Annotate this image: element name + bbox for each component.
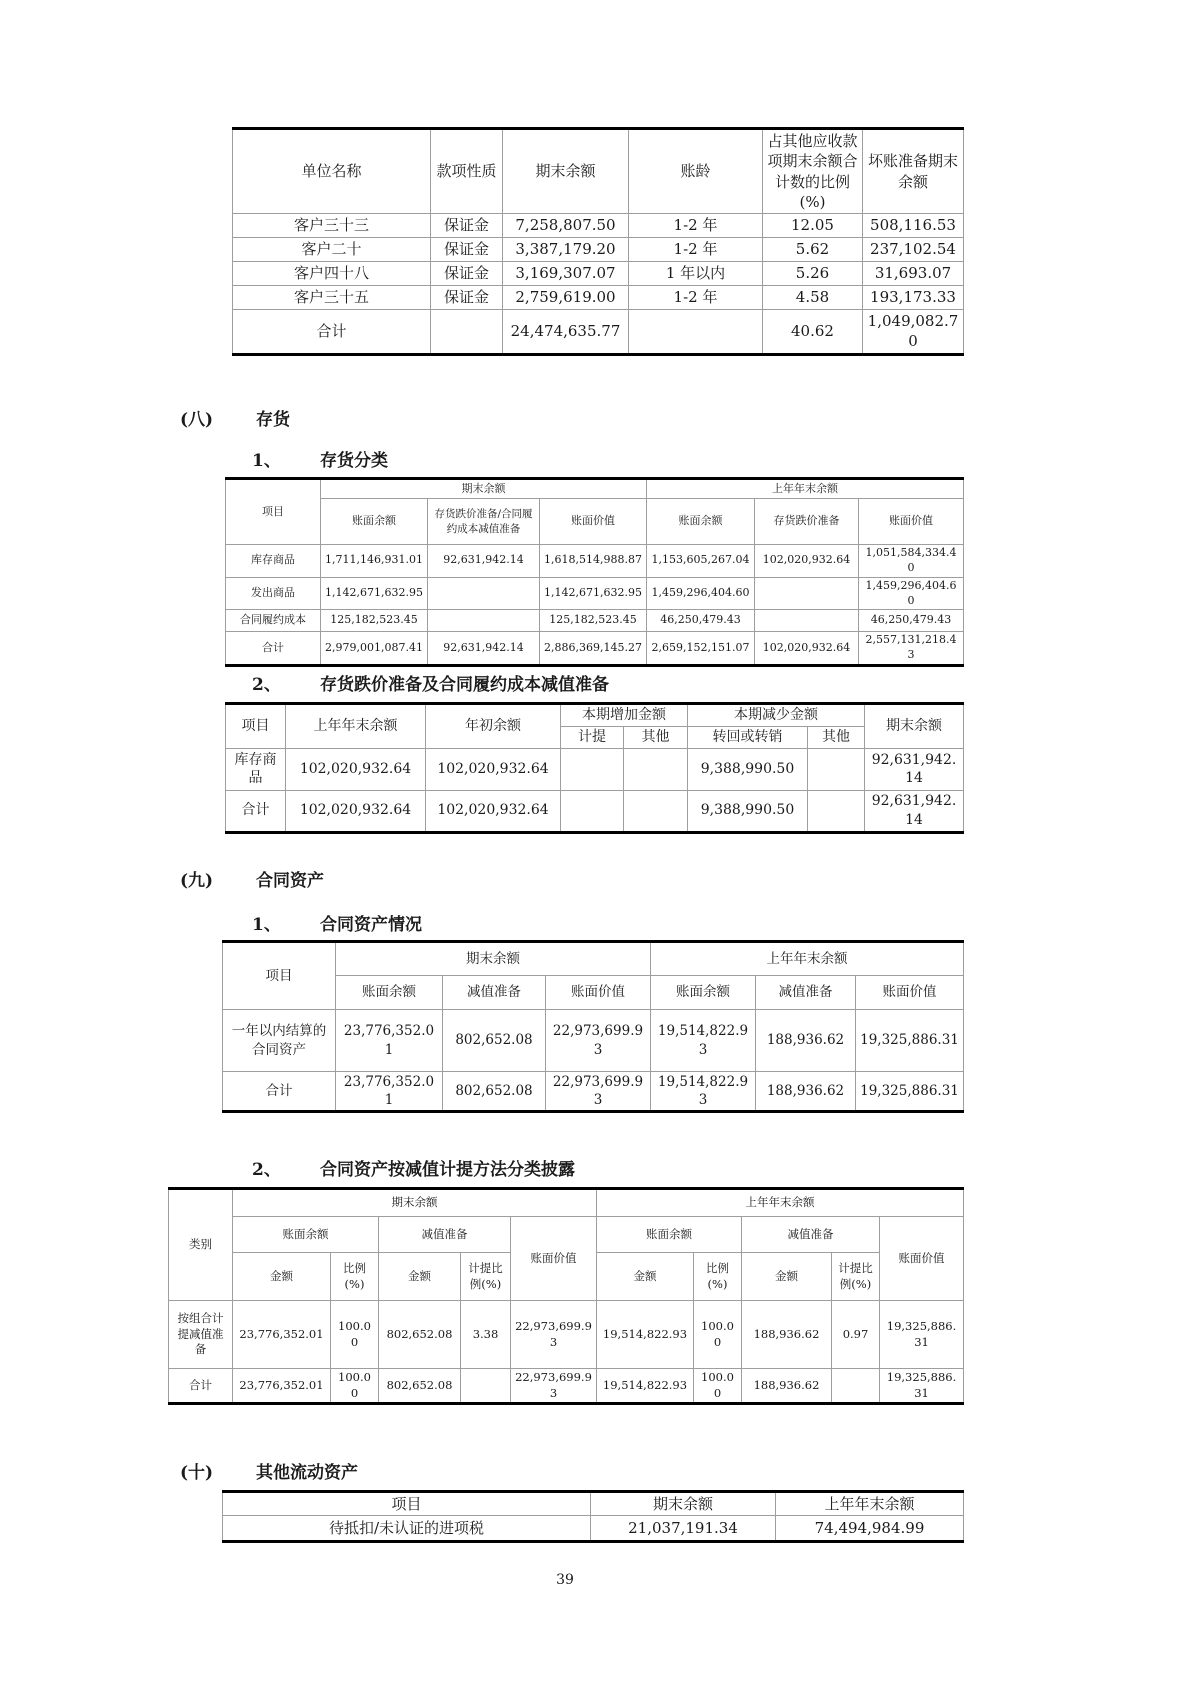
cell: 3,169,307.07 (503, 262, 629, 286)
cell: 802,652.08 (379, 1301, 461, 1369)
cell: 23,776,352.01 (336, 1010, 443, 1072)
cell: 发出商品 (226, 577, 321, 610)
cell: 23,776,352.01 (336, 1072, 443, 1112)
table-row (226, 748, 964, 790)
cell: 按组合计提减值准备 (169, 1301, 233, 1369)
cell: 待抵扣/未认证的进项税 (223, 1516, 591, 1542)
other-current-assets-table (222, 1490, 964, 1543)
cell: 客户三十三 (233, 214, 431, 238)
table-row (226, 610, 964, 632)
subsection-heading-contract-status (252, 910, 422, 935)
col-header-book-value: 账面价值 (880, 1217, 964, 1301)
cell: 合同履约成本 (226, 610, 321, 632)
group-header-prior-year-balance: 上年年末余额 (597, 1189, 964, 1217)
cell: 188,936.62 (742, 1301, 832, 1369)
cell: 22,973,699.93 (546, 1010, 651, 1072)
group-header-decrease: 本期减少金额 (688, 704, 865, 727)
group-header-prior-year-balance: 上年年末余额 (647, 479, 964, 499)
section-title: 存货 (256, 410, 290, 430)
cell: 100.00 (694, 1301, 742, 1369)
total-row (233, 310, 964, 355)
col-header-ending-balance: 期末余额 (591, 1492, 776, 1516)
col-header-reversal: 转回或转销 (688, 726, 808, 748)
cell: 1-2 年 (629, 238, 763, 262)
cell (755, 577, 859, 610)
section-number: (八) (180, 410, 214, 430)
cell: 2,557,131,218.43 (859, 632, 964, 666)
cell (808, 748, 865, 790)
cell: 92,631,942.14 (428, 632, 540, 666)
cell: 库存商品 (226, 545, 321, 578)
cell (428, 610, 540, 632)
col-header-book-balance: 账面余额 (336, 976, 443, 1010)
col-header-payment-nature: 款项性质 (431, 129, 503, 214)
cell (624, 748, 688, 790)
cell: 508,116.53 (863, 214, 964, 238)
cell: 188,936.62 (756, 1010, 856, 1072)
table-subheader-row (226, 499, 964, 545)
group-header-increase: 本期增加金额 (561, 704, 688, 727)
col-header-unit-name: 单位名称 (233, 129, 431, 214)
cell: 客户三十五 (233, 286, 431, 310)
table-subheader-row (169, 1217, 964, 1253)
col-header-book-value: 账面价值 (511, 1217, 597, 1301)
cell: 9,388,990.50 (688, 790, 808, 832)
group-header-ending-balance: 期末余额 (233, 1189, 597, 1217)
group-header-impairment: 减值准备 (379, 1217, 511, 1253)
group-header-book-balance: 账面余额 (597, 1217, 742, 1253)
col-header-ratio: 比例(%) (331, 1253, 379, 1301)
cell (808, 790, 865, 832)
cell: 802,652.08 (443, 1010, 546, 1072)
col-header-book-balance: 账面余额 (651, 976, 756, 1010)
cell: 1,142,671,632.95 (540, 577, 647, 610)
col-header-impairment: 减值准备 (756, 976, 856, 1010)
cell: 1,711,146,931.01 (321, 545, 428, 578)
inventory-classification-table (225, 477, 964, 667)
cell: 125,182,523.45 (321, 610, 428, 632)
cell: 1,459,296,404.60 (647, 577, 755, 610)
cell: 125,182,523.45 (540, 610, 647, 632)
contract-assets-table (222, 940, 964, 1113)
cell: 1-2 年 (629, 214, 763, 238)
col-header-item: 项目 (223, 1492, 591, 1516)
section-heading-contract-assets (180, 866, 324, 891)
subsection-heading-contract-method (252, 1155, 575, 1180)
cell: 100.00 (331, 1369, 379, 1404)
col-header-item: 项目 (226, 704, 286, 749)
col-header-amount: 金额 (379, 1253, 461, 1301)
section-heading-inventory (180, 405, 290, 430)
receivables-customers-table (232, 127, 964, 356)
cell: 40.62 (763, 310, 863, 355)
cell: 22,973,699.93 (546, 1072, 651, 1112)
cell: 19,325,886.31 (880, 1301, 964, 1369)
cell: 1-2 年 (629, 286, 763, 310)
cell: 92,631,942.14 (865, 748, 964, 790)
col-header-other: 其他 (808, 726, 865, 748)
cell (561, 748, 624, 790)
cell: 1 年以内 (629, 262, 763, 286)
col-header-accrual: 计提 (561, 726, 624, 748)
table-header-row (169, 1189, 964, 1217)
cell (431, 310, 503, 355)
cell: 19,514,822.93 (597, 1301, 694, 1369)
contract-impairment-method-table (168, 1187, 964, 1405)
col-header-impairment: 减值准备 (443, 976, 546, 1010)
col-header-bad-debt: 坏账准备期末余额 (863, 129, 964, 214)
cell: 合计 (169, 1369, 233, 1404)
cell: 92,631,942.14 (428, 545, 540, 578)
subsection-title: 存货跌价准备及合同履约成本减值准备 (320, 675, 609, 695)
col-header-category: 类别 (169, 1189, 233, 1301)
cell: 4.58 (763, 286, 863, 310)
cell: 合计 (233, 310, 431, 355)
col-header-accrual-ratio: 计提比例(%) (461, 1253, 511, 1301)
group-header-impairment: 减值准备 (742, 1217, 880, 1253)
cell: 102,020,932.64 (755, 632, 859, 666)
subsection-number: 1、 (252, 451, 281, 471)
subsection-heading-inventory-provision (252, 670, 609, 695)
group-header-book-balance: 账面余额 (233, 1217, 379, 1253)
col-header-book-balance: 账面余额 (321, 499, 428, 545)
cell: 100.00 (694, 1369, 742, 1404)
cell: 237,102.54 (863, 238, 964, 262)
cell: 802,652.08 (379, 1369, 461, 1404)
cell: 102,020,932.64 (286, 748, 426, 790)
cell: 19,514,822.93 (597, 1369, 694, 1404)
col-header-aging: 账龄 (629, 129, 763, 214)
subsection-number: 2、 (252, 675, 281, 695)
col-header-amount: 金额 (597, 1253, 694, 1301)
total-row (223, 1072, 964, 1112)
cell (755, 610, 859, 632)
cell: 22,973,699.93 (511, 1369, 597, 1404)
cell (832, 1369, 880, 1404)
table-header-row (223, 1492, 964, 1516)
section-heading-other-current-assets (180, 1458, 358, 1483)
cell: 保证金 (431, 214, 503, 238)
cell: 22,973,699.93 (511, 1301, 597, 1369)
cell: 23,776,352.01 (233, 1301, 331, 1369)
cell: 802,652.08 (443, 1072, 546, 1112)
cell: 3.38 (461, 1301, 511, 1369)
subsection-number: 2、 (252, 1160, 281, 1180)
cell: 合计 (226, 790, 286, 832)
col-header-ending-balance: 期末余额 (865, 704, 964, 749)
cell: 19,325,886.31 (880, 1369, 964, 1404)
col-header-book-balance: 账面余额 (647, 499, 755, 545)
cell: 合计 (223, 1072, 336, 1112)
cell: 2,659,152,151.07 (647, 632, 755, 666)
subsection-title: 存货分类 (320, 451, 388, 471)
col-header-book-value: 账面价值 (856, 976, 964, 1010)
cell: 19,514,822.93 (651, 1010, 756, 1072)
col-header-book-value: 账面价值 (546, 976, 651, 1010)
cell: 102,020,932.64 (755, 545, 859, 578)
cell: 1,051,584,334.40 (859, 545, 964, 578)
col-header-beginning-balance: 年初余额 (426, 704, 561, 749)
cell: 3,387,179.20 (503, 238, 629, 262)
cell: 31,693.07 (863, 262, 964, 286)
table-header-row (226, 704, 964, 727)
cell: 24,474,635.77 (503, 310, 629, 355)
total-row (226, 790, 964, 832)
cell (428, 577, 540, 610)
table-header-row (223, 942, 964, 976)
cell: 2,979,001,087.41 (321, 632, 428, 666)
table-row (223, 1010, 964, 1072)
section-number: (十) (180, 1463, 214, 1483)
cell: 2,759,619.00 (503, 286, 629, 310)
cell: 7,258,807.50 (503, 214, 629, 238)
total-row (169, 1369, 964, 1404)
table-row (226, 577, 964, 610)
table-row (226, 545, 964, 578)
cell: 客户四十八 (233, 262, 431, 286)
cell: 193,173.33 (863, 286, 964, 310)
table-row (223, 1516, 964, 1542)
cell: 保证金 (431, 238, 503, 262)
cell: 19,325,886.31 (856, 1072, 964, 1112)
col-header-prior-year-balance: 上年年末余额 (286, 704, 426, 749)
col-header-accrual-ratio: 计提比例(%) (832, 1253, 880, 1301)
cell: 12.05 (763, 214, 863, 238)
table-row (233, 262, 964, 286)
cell: 0.97 (832, 1301, 880, 1369)
cell: 102,020,932.64 (286, 790, 426, 832)
cell: 188,936.62 (742, 1369, 832, 1404)
subsection-title: 合同资产情况 (320, 915, 422, 935)
col-header-book-value: 账面价值 (859, 499, 964, 545)
table-row (233, 214, 964, 238)
group-header-prior-year-balance: 上年年末余额 (651, 942, 964, 976)
cell: 102,020,932.64 (426, 748, 561, 790)
total-row (226, 632, 964, 666)
subsection-title: 合同资产按减值计提方法分类披露 (320, 1160, 575, 1180)
group-header-ending-balance: 期末余额 (336, 942, 651, 976)
cell: 21,037,191.34 (591, 1516, 776, 1542)
col-header-provision: 存货跌价准备/合同履约成本减值准备 (428, 499, 540, 545)
cell: 1,142,671,632.95 (321, 577, 428, 610)
col-header-ending-balance: 期末余额 (503, 129, 629, 214)
cell: 1,618,514,988.87 (540, 545, 647, 578)
col-header-amount: 金额 (233, 1253, 331, 1301)
col-header-amount: 金额 (742, 1253, 832, 1301)
cell: 合计 (226, 632, 321, 666)
col-header-item: 项目 (226, 479, 321, 545)
inventory-provision-table (225, 702, 964, 834)
col-header-provision: 存货跌价准备 (755, 499, 859, 545)
cell: 库存商品 (226, 748, 286, 790)
cell: 保证金 (431, 286, 503, 310)
table-row (233, 238, 964, 262)
cell (629, 310, 763, 355)
page-number: 39 (556, 1572, 574, 1588)
cell: 9,388,990.50 (688, 748, 808, 790)
section-title: 其他流动资产 (256, 1463, 358, 1483)
cell: 92,631,942.14 (865, 790, 964, 832)
col-header-ratio: 比例(%) (694, 1253, 742, 1301)
table-header-row (233, 129, 964, 214)
col-header-prior-year-balance: 上年年末余额 (776, 1492, 964, 1516)
cell: 46,250,479.43 (859, 610, 964, 632)
cell: 46,250,479.43 (647, 610, 755, 632)
cell: 5.26 (763, 262, 863, 286)
table-row (233, 286, 964, 310)
col-header-book-value: 账面价值 (540, 499, 647, 545)
subsection-heading-inventory-class (252, 446, 388, 471)
cell: 188,936.62 (756, 1072, 856, 1112)
table-row (169, 1301, 964, 1369)
cell: 1,049,082.70 (863, 310, 964, 355)
subsection-number: 1、 (252, 915, 281, 935)
cell: 19,325,886.31 (856, 1010, 964, 1072)
cell: 1,153,605,267.04 (647, 545, 755, 578)
col-header-item: 项目 (223, 942, 336, 1010)
group-header-ending-balance: 期末余额 (321, 479, 647, 499)
cell (561, 790, 624, 832)
section-title: 合同资产 (256, 871, 324, 891)
cell: 102,020,932.64 (426, 790, 561, 832)
cell: 5.62 (763, 238, 863, 262)
cell: 23,776,352.01 (233, 1369, 331, 1404)
cell: 19,514,822.93 (651, 1072, 756, 1112)
cell: 客户二十 (233, 238, 431, 262)
table-header-row (226, 479, 964, 499)
cell: 2,886,369,145.27 (540, 632, 647, 666)
cell: 1,459,296,404.60 (859, 577, 964, 610)
section-number: (九) (180, 871, 214, 891)
cell: 74,494,984.99 (776, 1516, 964, 1542)
cell: 保证金 (431, 262, 503, 286)
cell (624, 790, 688, 832)
cell: 一年以内结算的合同资产 (223, 1010, 336, 1072)
cell: 100.00 (331, 1301, 379, 1369)
col-header-other: 其他 (624, 726, 688, 748)
col-header-ratio: 占其他应收款项期末余额合计数的比例(%) (763, 129, 863, 214)
cell (461, 1369, 511, 1404)
